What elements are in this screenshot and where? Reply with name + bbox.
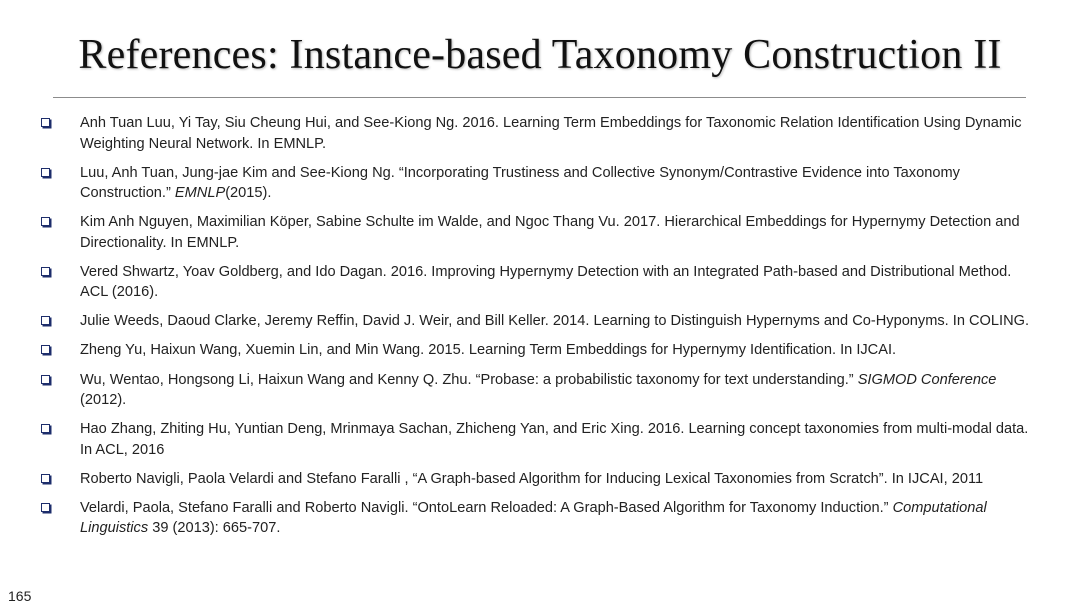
title-divider <box>53 97 1026 98</box>
reference-venue: EMNLP <box>174 185 226 201</box>
reference-list <box>0 113 1080 547</box>
reference-item <box>0 419 1080 460</box>
square-bullet-icon <box>41 118 50 127</box>
square-bullet-icon <box>41 345 50 354</box>
page-number: 165 <box>8 588 32 604</box>
reference-text: Roberto Navigli, Paola Velardi and Stefano Faralli , “A Graph-based Algorithm for Inducing Lexical Taxonomies from Scratch”. In IJCAI, 2011 <box>80 470 984 487</box>
square-bullet-icon <box>41 217 50 226</box>
reference-venue: Computational Linguistics <box>80 499 987 536</box>
square-bullet-icon <box>41 503 50 512</box>
reference-text: Hao Zhang, Zhiting Hu, Yuntian Deng, Mrinmaya Sachan, Zhicheng Yan, and Eric Xing. 2016. Learning concept taxonomies from multi-modal data. In ACL, 2016 <box>80 421 1029 458</box>
reference-item <box>0 163 1080 204</box>
square-bullet-icon <box>41 424 50 433</box>
reference-item <box>0 469 1080 490</box>
slide-title: References: Instance-based Taxonomy Construction II <box>78 32 1002 78</box>
square-bullet-icon <box>41 474 50 483</box>
reference-venue: SIGMOD Conference <box>857 371 997 388</box>
reference-text: Zheng Yu, Haixun Wang, Xuemin Lin, and Min Wang. 2015. Learning Term Embeddings for Hypernymy Identification. In IJCAI. <box>80 342 897 358</box>
reference-item <box>0 311 1080 332</box>
square-bullet-icon <box>41 168 50 177</box>
reference-year: (2012). <box>80 392 127 408</box>
reference-text: Anh Tuan Luu, Yi Tay, Siu Cheung Hui, and See-Kiong Ng. 2016. Learning Term Embeddings for Taxonomic Relation Identification Using Dynamic Weighting Neural Network. In EMNLP. <box>80 115 1022 152</box>
square-bullet-icon <box>41 375 50 384</box>
reference-text: Wu, Wentao, Hongsong Li, Haixun Wang and Kenny Q. Zhu. “Probase: a probabilistic taxonomy for text understanding.” <box>80 371 854 388</box>
reference-text: Velardi, Paola, Stefano Faralli and Roberto Navigli. “OntoLearn Reloaded: A Graph-Based Algorithm for Taxonomy Induction.” <box>80 499 889 516</box>
reference-item <box>0 498 1080 539</box>
reference-item <box>0 340 1080 361</box>
reference-item <box>0 370 1080 411</box>
square-bullet-icon <box>41 267 50 276</box>
reference-item <box>0 113 1080 154</box>
reference-text: Kim Anh Nguyen, Maximilian Köper, Sabine Schulte im Walde, and Ngoc Thang Vu. 2017. Hierarchical Embeddings for Hypernymy Detection and Directionality. In EMNLP. <box>80 214 1020 251</box>
reference-item <box>0 212 1080 253</box>
reference-text: Julie Weeds, Daoud Clarke, Jeremy Reffin, David J. Weir, and Bill Keller. 2014. Learning to Distinguish Hypernyms and Co-Hyponyms. In COLING. <box>80 313 1030 329</box>
square-bullet-icon <box>41 316 50 325</box>
reference-text: Luu, Anh Tuan, Jung-jae Kim and See-Kiong Ng. “Incorporating Trustiness and Collective Synonym/Contrastive Evidence into Taxonomy Construction.” <box>80 164 960 201</box>
reference-item <box>0 262 1080 303</box>
reference-text: Vered Shwartz, Yoav Goldberg, and Ido Dagan. 2016. Improving Hypernymy Detection with an Integrated Path-based and Distributional Method. ACL (2016). <box>80 263 1012 300</box>
reference-year: (2015). <box>225 185 272 201</box>
reference-year: 39 (2013): 665-707. <box>152 520 281 536</box>
